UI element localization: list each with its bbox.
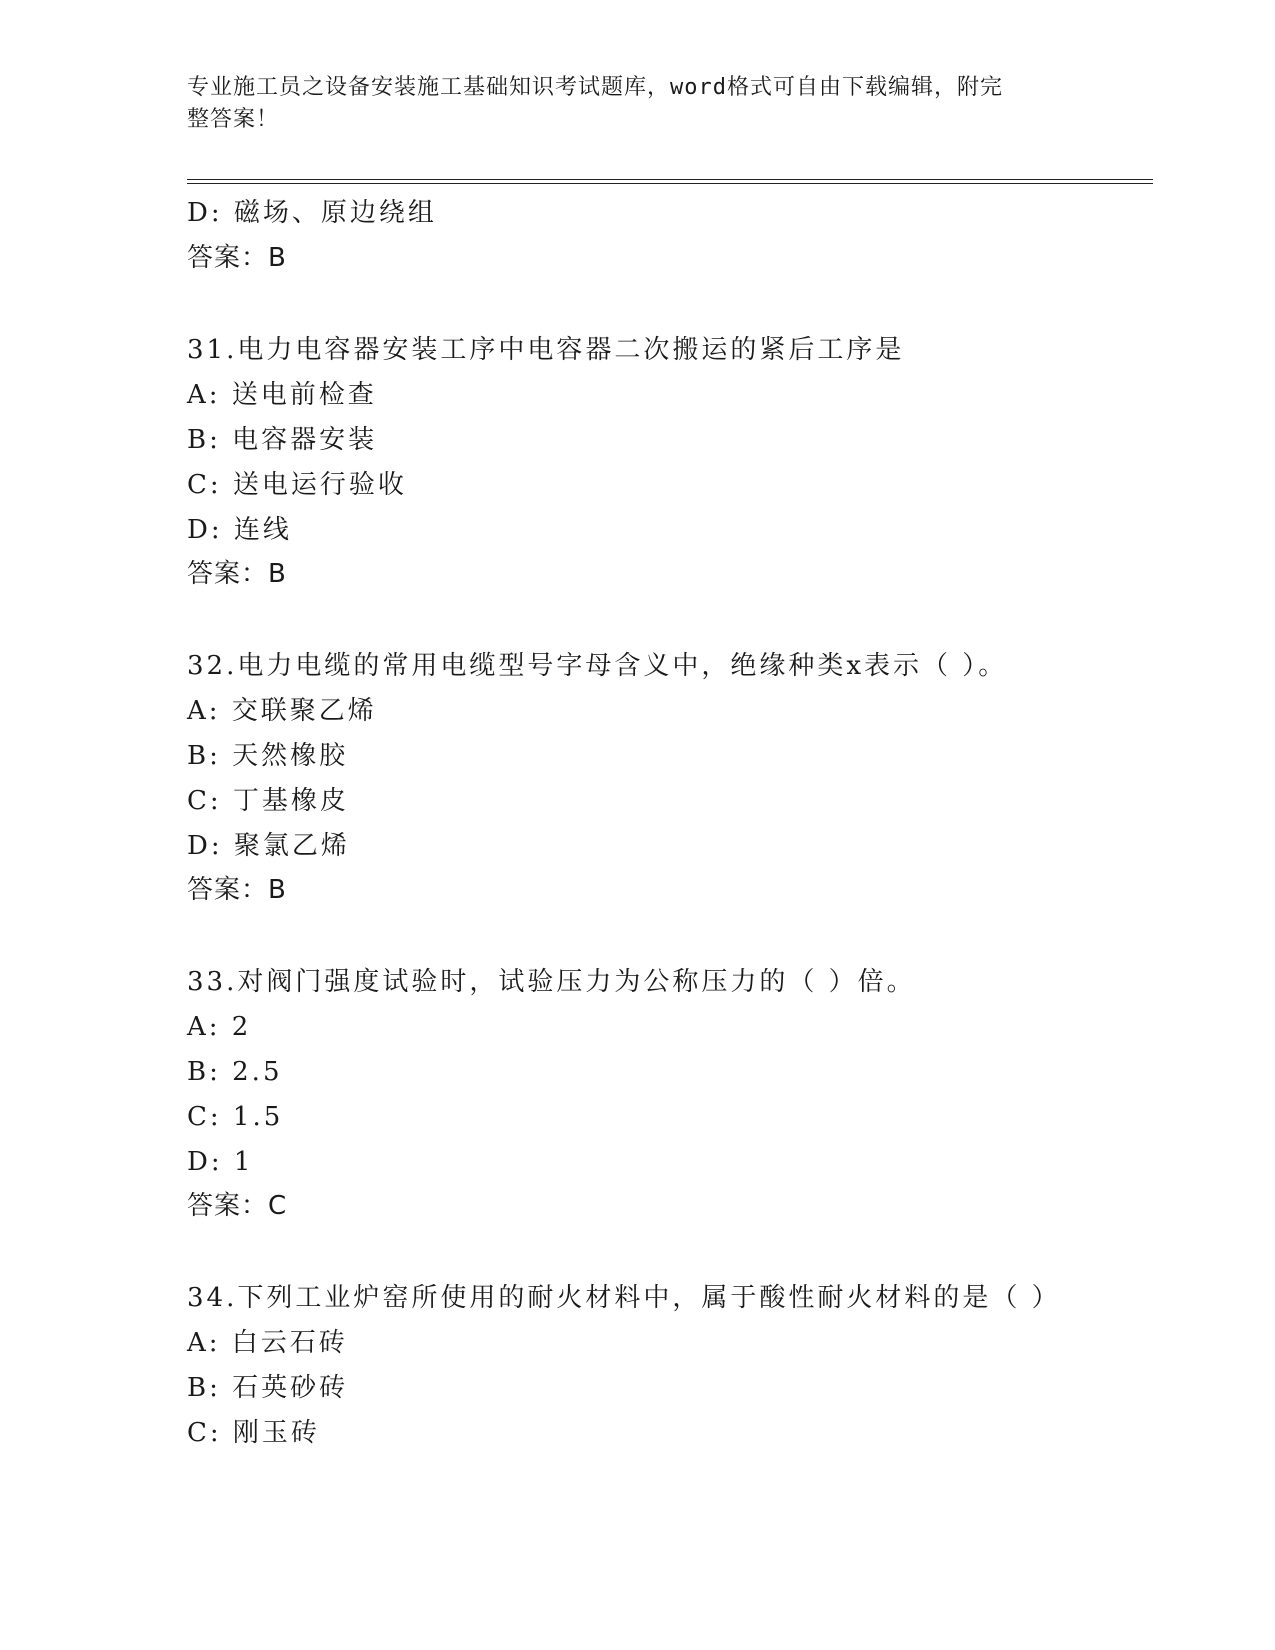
answer: 答案：C — [187, 1191, 288, 1221]
option-c: C: 丁基橡皮 — [187, 786, 349, 816]
question-32: 32.电力电缆的常用电缆型号字母含义中，绝缘种类x表示（ ）。 — [187, 651, 1008, 681]
option-a: A: 送电前检查 — [187, 380, 377, 410]
header-divider-second — [187, 183, 1153, 184]
option-a: A: 白云石砖 — [187, 1328, 348, 1358]
option-d: D: 1 — [187, 1147, 254, 1177]
option-b: B: 天然橡胶 — [187, 741, 349, 771]
question-34: 34.下列工业炉窑所使用的耐火材料中，属于酸性耐火材料的是（ ） — [187, 1283, 1061, 1313]
option-d: D: 连线 — [187, 515, 292, 545]
answer: 答案：B — [187, 243, 287, 273]
question-33: 33.对阀门强度试验时，试验压力为公称压力的（ ）倍。 — [187, 967, 916, 997]
option-c: C: 刚玉砖 — [187, 1418, 320, 1448]
question-31: 31.电力电容器安装工序中电容器二次搬运的紧后工序是 — [187, 335, 905, 365]
option-a: A: 交联聚乙烯 — [187, 696, 377, 726]
option-b: B: 电容器安装 — [187, 425, 378, 455]
option-d: D: 聚氯乙烯 — [187, 831, 350, 861]
option-b: B: 石英砂砖 — [187, 1373, 349, 1403]
option-a: A: 2 — [187, 1012, 252, 1042]
option-b: B: 2.5 — [187, 1057, 283, 1087]
answer: 答案：B — [187, 875, 287, 905]
option-c: C: 1.5 — [187, 1102, 284, 1132]
answer: 答案：B — [187, 559, 287, 589]
document-header: 专业施工员之设备安装施工基础知识考试题库，word格式可自由下载编辑，附完 整答案！ — [187, 75, 1003, 132]
option-d: D: 磁场、原边绕组 — [187, 198, 437, 228]
option-c: C: 送电运行验收 — [187, 470, 407, 500]
header-divider — [187, 179, 1153, 180]
